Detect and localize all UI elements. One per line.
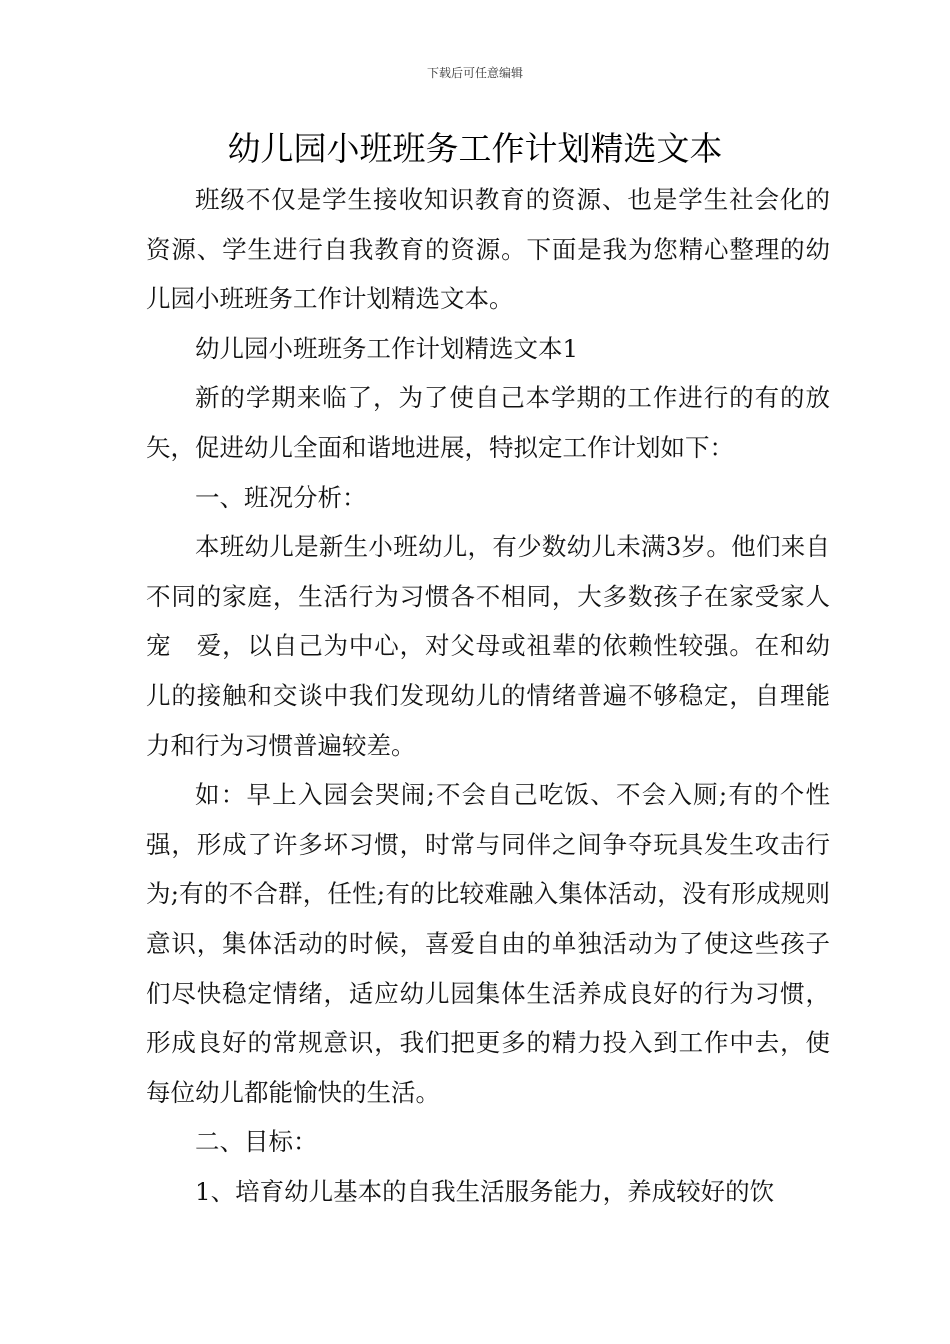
paragraph-class-analysis: 本班幼儿是新生小班幼儿，有少数幼儿未满3岁。他们来自不同的家庭，生活行为习惯各不相同，大多数孩子在家受家人宠 爱，以自己为中心，对父母或祖辈的依赖性较强。在和幼儿的接触和交谈中我们发现幼儿的情绪普遍不够稳定，自理能力和行为习惯普遍较差。 <box>146 532 830 760</box>
paragraph-intro: 班级不仅是学生接收知识教育的资源、也是学生社会化的资源、学生进行自我教育的资源。下面是我为您精心整理的幼儿园小班班务工作计划精选文本。 <box>146 185 830 314</box>
paragraph-examples: 如：早上入园会哭闹;不会自己吃饭、不会入厕;有的个性强，形成了许多坏习惯，时常与同伴之间争夺玩具发生攻击行为;有的不合群，任性;有的比较难融入集体活动，没有形成规则意识，集体活动的时候，喜爱自由的单独活动为了使这些孩子们尽快稳定情绪，适应幼儿园集体生活养成良好的行为习惯，形成良好的常规意识，我们把更多的精力投入到工作中去，使每位幼儿都能愉快的生活。 <box>146 780 830 1107</box>
document-title: 幼儿园小班班务工作计划精选文本 <box>227 129 723 168</box>
section-heading-plan-1: 幼儿园小班班务工作计划精选文本1 <box>195 333 579 363</box>
paragraph-semester: 新的学期来临了，为了使自己本学期的工作进行的有的放矢，促进幼儿全面和谐地进展，特拟定工作计划如下： <box>146 383 830 462</box>
header-note: 下载后可任意编辑 <box>426 66 523 80</box>
section-heading-class-analysis: 一、班况分析： <box>195 482 367 512</box>
document-body <box>146 175 830 1216</box>
paragraph-goal-1: 1、培育幼儿基本的自我生活服务能力，养成较好的饮 <box>195 1176 775 1206</box>
section-heading-goals: 二、目标： <box>195 1127 318 1157</box>
